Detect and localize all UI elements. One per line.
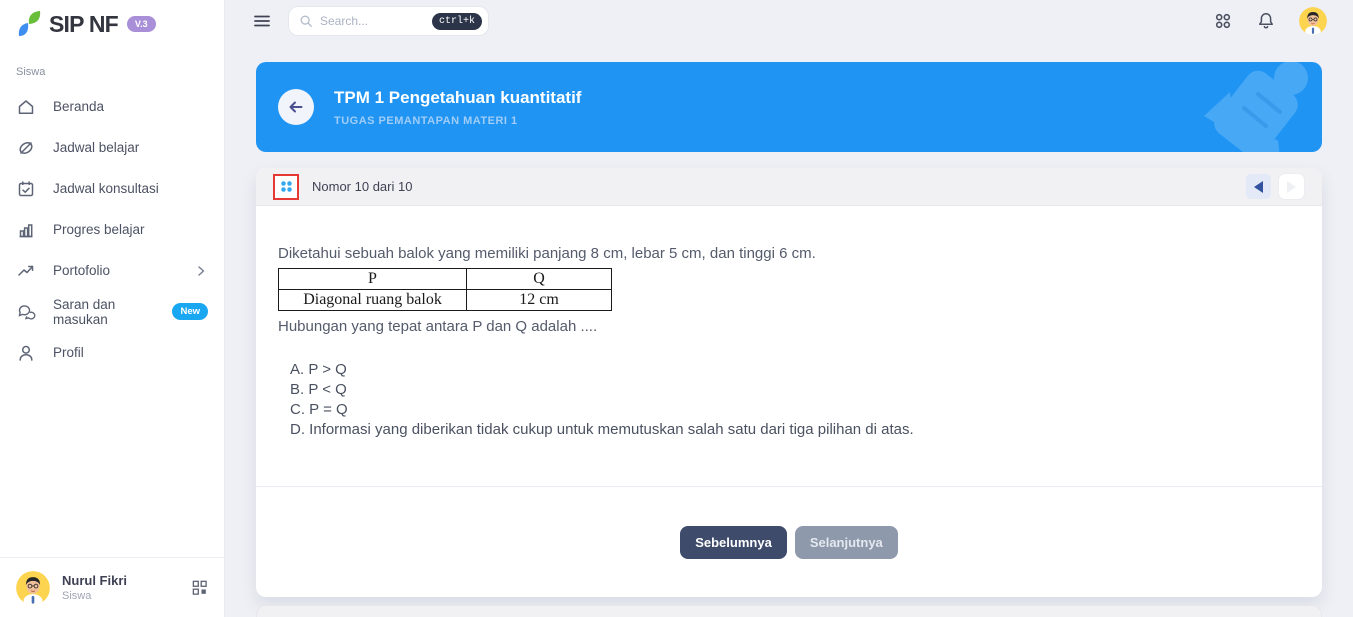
question-prompt: Hubungan yang tepat antara P dan Q adalah .... xyxy=(278,318,598,335)
sidebar-item-label: Progres belajar xyxy=(53,222,145,237)
assignment-header-banner xyxy=(256,62,1322,152)
answer-options xyxy=(278,360,1300,440)
sidebar-item-saran-dan-masukan[interactable] xyxy=(0,291,224,332)
next-button[interactable]: Selanjutnya xyxy=(795,526,898,559)
user-avatar xyxy=(16,571,50,605)
search-icon xyxy=(299,14,313,28)
bar-chart-icon xyxy=(16,220,36,240)
next-card-peek xyxy=(256,605,1322,617)
hamburger-menu-icon[interactable] xyxy=(252,11,272,31)
assignment-titles xyxy=(334,88,581,127)
home-icon xyxy=(16,97,36,117)
topbar-right xyxy=(1213,7,1327,35)
chevron-right-icon xyxy=(194,264,208,278)
logo-text: SIP NF xyxy=(49,10,118,37)
topbar xyxy=(225,0,1353,38)
answer-option-c[interactable]: C. P = Q xyxy=(290,401,348,418)
logo[interactable] xyxy=(0,0,224,46)
answer-option-a[interactable]: A. P > Q xyxy=(290,361,347,378)
question-footer xyxy=(256,486,1322,597)
question-number-label: Nomor 10 dari 10 xyxy=(312,179,413,194)
sidebar-item-beranda[interactable] xyxy=(0,86,224,127)
assignment-subtitle: TUGAS PEMANTAPAN MATERI 1 xyxy=(334,114,518,127)
question-next-arrow-button[interactable] xyxy=(1278,173,1305,200)
trending-up-icon xyxy=(16,261,36,281)
question-card-header xyxy=(256,168,1322,206)
user-role: Siswa xyxy=(62,590,92,602)
main-area xyxy=(225,0,1353,617)
logo-leaf-icon xyxy=(16,10,42,38)
triangle-left-icon xyxy=(1254,181,1263,193)
assignment-title: TPM 1 Pengetahuan kuantitatif xyxy=(334,87,582,107)
answer-option-b[interactable]: B. P < Q xyxy=(290,381,347,398)
table-header-row xyxy=(279,269,612,290)
new-badge: New xyxy=(172,303,208,320)
question-nav xyxy=(1246,173,1305,200)
table-row xyxy=(279,290,612,311)
sidebar-item-label: Profil xyxy=(53,345,84,360)
version-badge: V.3 xyxy=(127,16,156,32)
student-illustration xyxy=(1188,62,1322,152)
user-meta xyxy=(62,573,179,602)
search-input[interactable] xyxy=(320,14,425,28)
sidebar-item-label: Saran dan masukan xyxy=(53,296,116,327)
user-icon xyxy=(16,343,36,363)
leaf-icon xyxy=(16,138,36,158)
sidebar-user-panel[interactable] xyxy=(0,557,224,617)
sidebar-item-label: Jadwal belajar xyxy=(53,140,140,155)
sidebar-item-label: Portofolio xyxy=(53,263,111,278)
previous-button[interactable]: Sebelumnya xyxy=(680,526,787,559)
apps-grid-icon[interactable] xyxy=(1213,11,1233,31)
sidebar-item-profil[interactable] xyxy=(0,332,224,373)
question-intro: Diketahui sebuah balok yang memiliki panjang 8 cm, lebar 5 cm, dan tinggi 6 cm. xyxy=(278,245,816,262)
question-prev-arrow-button[interactable] xyxy=(1246,174,1271,199)
sidebar-item-jadwal-konsultasi[interactable] xyxy=(0,168,224,209)
triangle-right-icon xyxy=(1287,181,1296,193)
sidebar xyxy=(0,0,225,617)
sidebar-nav xyxy=(0,84,224,373)
table-header-q: Q xyxy=(467,269,612,290)
sidebar-section-label: Siswa xyxy=(16,66,46,78)
back-button[interactable] xyxy=(278,89,314,125)
table-header-p: P xyxy=(279,269,467,290)
table-cell-p: Diagonal ruang balok xyxy=(279,290,467,311)
question-body xyxy=(256,206,1322,486)
sidebar-item-label: Beranda xyxy=(53,99,105,114)
search-shortcut-badge: ctrl+k xyxy=(432,13,482,30)
layout-grid-icon[interactable] xyxy=(191,579,208,596)
question-table xyxy=(278,268,612,311)
sidebar-item-portofolio[interactable] xyxy=(0,250,224,291)
calendar-check-icon xyxy=(16,179,36,199)
arrow-left-icon xyxy=(287,98,305,116)
answer-option-d[interactable]: D. Informasi yang diberikan tidak cukup untuk memutuskan salah satu dari tiga pilihan di atas. xyxy=(290,421,914,438)
question-grid-highlight-box[interactable] xyxy=(273,174,299,200)
profile-avatar[interactable] xyxy=(1299,7,1327,35)
sidebar-item-label: Jadwal konsultasi xyxy=(53,181,159,196)
sidebar-item-progres-belajar[interactable] xyxy=(0,209,224,250)
notification-bell-icon[interactable] xyxy=(1256,11,1276,31)
search-box[interactable] xyxy=(288,6,489,36)
table-cell-q: 12 cm xyxy=(467,290,612,311)
user-name: Nurul Fikri xyxy=(62,573,128,588)
question-card xyxy=(256,168,1322,597)
sidebar-item-jadwal-belajar[interactable] xyxy=(0,127,224,168)
chat-icon xyxy=(16,302,36,322)
question-grid-icon xyxy=(279,179,294,194)
